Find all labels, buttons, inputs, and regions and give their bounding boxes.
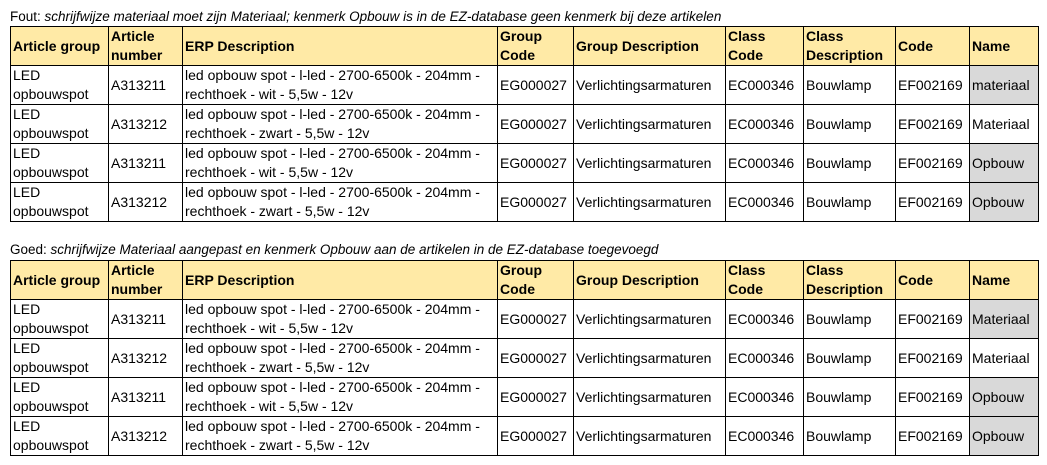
header-erp-description: ERP Description xyxy=(183,261,498,300)
table-body xyxy=(11,300,1039,456)
header-group-code: Group Code xyxy=(498,261,574,300)
cell-group-description: Verlichtingsarmaturen xyxy=(574,66,726,105)
cell-code: EF002169 xyxy=(896,144,970,183)
cell-group-code: EG000027 xyxy=(498,339,574,378)
cell-name: materiaal xyxy=(970,66,1039,105)
cell-class-code: EC000346 xyxy=(726,378,804,417)
cell-name: Opbouw xyxy=(970,144,1039,183)
caption-lead: Fout: xyxy=(10,9,45,24)
cell-erp-description: led opbouw spot - l-led - 2700-6500k - 204mm - rechthoek - wit - 5,5w - 12v xyxy=(183,66,498,105)
table-goed xyxy=(10,260,1039,456)
table-row xyxy=(11,144,1039,183)
header-class-code: Class Code xyxy=(726,261,804,300)
header-group-description: Group Description xyxy=(574,261,726,300)
header-class-description: Class Description xyxy=(804,261,896,300)
cell-erp-description: led opbouw spot - l-led - 2700-6500k - 204mm - rechthoek - zwart - 5,5w - 12v xyxy=(183,417,498,456)
cell-name: Opbouw xyxy=(970,183,1039,222)
table-row xyxy=(11,417,1039,456)
cell-name: Materiaal xyxy=(970,300,1039,339)
cell-name: Opbouw xyxy=(970,378,1039,417)
header-group-code: Group Code xyxy=(498,27,574,66)
cell-class-description: Bouwlamp xyxy=(804,144,896,183)
table-row xyxy=(11,105,1039,144)
table-row xyxy=(11,183,1039,222)
header-code: Code xyxy=(896,261,970,300)
cell-article-number: A313211 xyxy=(109,144,183,183)
cell-code: EF002169 xyxy=(896,66,970,105)
cell-group-description: Verlichtingsarmaturen xyxy=(574,144,726,183)
cell-group-code: EG000027 xyxy=(498,300,574,339)
cell-article-group: LED opbouwspot xyxy=(11,378,109,417)
header-class-description: Class Description xyxy=(804,27,896,66)
cell-class-description: Bouwlamp xyxy=(804,378,896,417)
cell-class-description: Bouwlamp xyxy=(804,66,896,105)
cell-group-description: Verlichtingsarmaturen xyxy=(574,105,726,144)
cell-name: Materiaal xyxy=(970,339,1039,378)
cell-article-group: LED opbouwspot xyxy=(11,300,109,339)
cell-class-code: EC000346 xyxy=(726,66,804,105)
cell-group-code: EG000027 xyxy=(498,105,574,144)
header-erp-description: ERP Description xyxy=(183,27,498,66)
caption-goed xyxy=(10,242,658,258)
table-row xyxy=(11,378,1039,417)
header-article-number: Article number xyxy=(109,261,183,300)
header-name: Name xyxy=(970,27,1039,66)
cell-article-group: LED opbouwspot xyxy=(11,105,109,144)
table-body xyxy=(11,66,1039,222)
cell-code: EF002169 xyxy=(896,417,970,456)
header-name: Name xyxy=(970,261,1039,300)
cell-class-description: Bouwlamp xyxy=(804,183,896,222)
cell-code: EF002169 xyxy=(896,339,970,378)
cell-class-code: EC000346 xyxy=(726,144,804,183)
header-article-group: Article group xyxy=(11,261,109,300)
cell-article-group: LED opbouwspot xyxy=(11,144,109,183)
cell-article-group: LED opbouwspot xyxy=(11,417,109,456)
table-row xyxy=(11,300,1039,339)
cell-erp-description: led opbouw spot - l-led - 2700-6500k - 204mm - rechthoek - wit - 5,5w - 12v xyxy=(183,378,498,417)
table-row xyxy=(11,66,1039,105)
cell-article-number: A313211 xyxy=(109,378,183,417)
cell-code: EF002169 xyxy=(896,183,970,222)
caption-text: schrijfwijze Materiaal aangepast en kenmerk Opbouw aan de artikelen in de EZ-database toegevoegd xyxy=(50,242,659,257)
cell-class-description: Bouwlamp xyxy=(804,300,896,339)
caption-text: schrijfwijze materiaal moet zijn Materiaal; kenmerk Opbouw is in de EZ-database geen kenmerk bij deze artikelen xyxy=(44,9,722,24)
cell-article-group: LED opbouwspot xyxy=(11,66,109,105)
header-article-number: Article number xyxy=(109,27,183,66)
cell-erp-description: led opbouw spot - l-led - 2700-6500k - 204mm - rechthoek - zwart - 5,5w - 12v xyxy=(183,183,498,222)
cell-group-description: Verlichtingsarmaturen xyxy=(574,339,726,378)
cell-article-number: A313212 xyxy=(109,183,183,222)
cell-group-code: EG000027 xyxy=(498,183,574,222)
header-group-description: Group Description xyxy=(574,27,726,66)
cell-article-number: A313212 xyxy=(109,339,183,378)
cell-class-code: EC000346 xyxy=(726,183,804,222)
header-row xyxy=(11,261,1039,300)
cell-article-number: A313212 xyxy=(109,417,183,456)
cell-code: EF002169 xyxy=(896,105,970,144)
cell-name: Materiaal xyxy=(970,105,1039,144)
cell-group-description: Verlichtingsarmaturen xyxy=(574,417,726,456)
cell-group-description: Verlichtingsarmaturen xyxy=(574,183,726,222)
cell-code: EF002169 xyxy=(896,378,970,417)
header-code: Code xyxy=(896,27,970,66)
table-row xyxy=(11,339,1039,378)
header-row xyxy=(11,27,1039,66)
cell-erp-description: led opbouw spot - l-led - 2700-6500k - 204mm - rechthoek - wit - 5,5w - 12v xyxy=(183,144,498,183)
cell-class-code: EC000346 xyxy=(726,339,804,378)
cell-article-group: LED opbouwspot xyxy=(11,183,109,222)
table-fout xyxy=(10,26,1039,222)
cell-article-number: A313211 xyxy=(109,300,183,339)
header-class-code: Class Code xyxy=(726,27,804,66)
cell-group-code: EG000027 xyxy=(498,417,574,456)
cell-code: EF002169 xyxy=(896,300,970,339)
cell-group-description: Verlichtingsarmaturen xyxy=(574,378,726,417)
cell-class-description: Bouwlamp xyxy=(804,417,896,456)
cell-erp-description: led opbouw spot - l-led - 2700-6500k - 204mm - rechthoek - zwart - 5,5w - 12v xyxy=(183,105,498,144)
caption-lead: Goed: xyxy=(10,242,51,257)
cell-class-code: EC000346 xyxy=(726,417,804,456)
cell-article-group: LED opbouwspot xyxy=(11,339,109,378)
cell-class-description: Bouwlamp xyxy=(804,105,896,144)
cell-group-code: EG000027 xyxy=(498,144,574,183)
cell-group-code: EG000027 xyxy=(498,66,574,105)
cell-erp-description: led opbouw spot - l-led - 2700-6500k - 204mm - rechthoek - zwart - 5,5w - 12v xyxy=(183,339,498,378)
header-article-group: Article group xyxy=(11,27,109,66)
cell-article-number: A313212 xyxy=(109,105,183,144)
cell-class-code: EC000346 xyxy=(726,300,804,339)
cell-name: Opbouw xyxy=(970,417,1039,456)
cell-group-description: Verlichtingsarmaturen xyxy=(574,300,726,339)
cell-article-number: A313211 xyxy=(109,66,183,105)
cell-erp-description: led opbouw spot - l-led - 2700-6500k - 204mm - rechthoek - wit - 5,5w - 12v xyxy=(183,300,498,339)
cell-class-code: EC000346 xyxy=(726,105,804,144)
cell-class-description: Bouwlamp xyxy=(804,339,896,378)
cell-group-code: EG000027 xyxy=(498,378,574,417)
caption-fout xyxy=(10,9,721,25)
